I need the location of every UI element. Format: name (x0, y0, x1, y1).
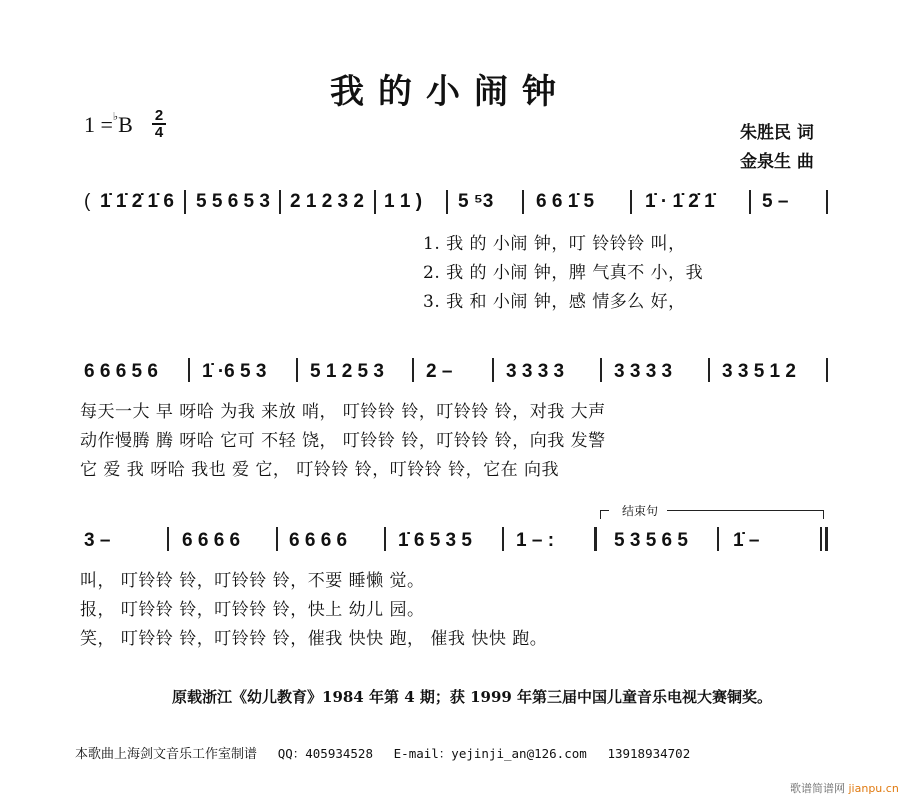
email-address: E-mail：yejinji_an@126.com (393, 746, 587, 761)
time-bottom: 4 (154, 124, 164, 141)
measure: 5 1 2 5 3 (310, 361, 384, 382)
measure: 6 6 6 6 (289, 530, 348, 551)
song-title: 我的小闹钟 (330, 72, 570, 112)
lyric-verse-3: 它 爱 我 呀哈 我也 爱 它， 叮铃铃 铃，叮铃铃 铃，它在 向我 (80, 460, 560, 480)
measure: 3 3 3 3 (506, 361, 565, 382)
measure: 2 1 2 3 2 (290, 191, 364, 212)
key-signature (84, 112, 133, 138)
measure: 6 6 6 5 6 (84, 361, 158, 382)
source-note: 原载浙江《幼儿教育》1984 年第 4 期；获 1999 年第三届中国儿童音乐电视大赛铜奖。 (172, 688, 773, 706)
ending-label: 结束句 (622, 504, 659, 518)
measure: 3 – (84, 530, 111, 551)
key-tonic: 1 (84, 112, 95, 137)
measure: 5 ⁵3 (458, 191, 494, 212)
phone-number: 13918934702 (607, 746, 691, 761)
lyric-verse-1: 叫， 叮铃铃 铃，叮铃铃 铃，不要 睡懒 觉。 (80, 571, 425, 591)
lyric-verse-2: 动作慢腾 腾 呀哈 它可 不轻 饶， 叮铃铃 铃，叮铃铃 铃，向我 发警 (80, 431, 606, 451)
measure: 1̇ 6 5 3 5 (398, 530, 472, 551)
measure: 1̇ 1̇ 2̇ 1̇ 6 (100, 191, 174, 212)
measure: 1̇ – (733, 530, 760, 551)
measure: 5 – (762, 191, 789, 212)
measure: 5 5 6 5 3 (196, 191, 270, 212)
contact-line (75, 743, 690, 762)
measure: 1̇ ·6 5 3 (202, 361, 267, 382)
watermark-site: jianpu.cn (848, 782, 899, 795)
lyric-verse-2: 报， 叮铃铃 铃，叮铃铃 铃，快上 幼儿 园。 (80, 600, 425, 620)
measure: 6 6 6 6 (182, 530, 241, 551)
lyric-verse-3: 笑， 叮铃铃 铃，叮铃铃 铃，催我 快快 跑， 催我 快快 跑。 (80, 629, 548, 649)
lyric-verse-2: 2. 我 的 小闹 钟，脾 气真不 小，我 (423, 263, 704, 283)
qq-number: QQ：405934528 (277, 746, 373, 761)
measure: 1 – : (516, 530, 555, 551)
flat-sign: ♭ (112, 111, 119, 123)
time-top: 2 (154, 107, 164, 124)
key-note: B (118, 112, 133, 137)
lyric-verse-3: 3. 我 和 小闹 钟，感 情多么 好， (423, 292, 686, 312)
measure: 6 6 1̇ 5 (536, 191, 595, 212)
key-equals: = (100, 112, 113, 137)
lyric-verse-1: 每天一大 早 呀哈 为我 来放 哨， 叮铃铃 铃，叮铃铃 铃，对我 大声 (80, 402, 606, 422)
watermark-cn: 歌谱简谱网 (790, 782, 845, 795)
measure: 1̇ · 1̇ 2̇ 1̇ (645, 191, 715, 212)
lyricist-credit: 朱胜民 词 (740, 123, 814, 143)
measure: 2 – (426, 361, 453, 382)
paren-open: ( (84, 191, 91, 212)
measure: 5 3 5 6 5 (614, 530, 688, 551)
studio-credit: 本歌曲上海剑文音乐工作室制谱 (75, 747, 258, 762)
time-signature (152, 108, 166, 140)
lyric-verse-1: 1. 我 的 小闹 钟，叮 铃铃铃 叫， (423, 234, 686, 254)
measure: 1 1 ) (384, 191, 423, 212)
measure: 3 3 3 3 (614, 361, 673, 382)
watermark (790, 780, 899, 796)
composer-credit: 金泉生 曲 (740, 152, 814, 172)
measure: 3 3 5 1 2 (722, 361, 796, 382)
